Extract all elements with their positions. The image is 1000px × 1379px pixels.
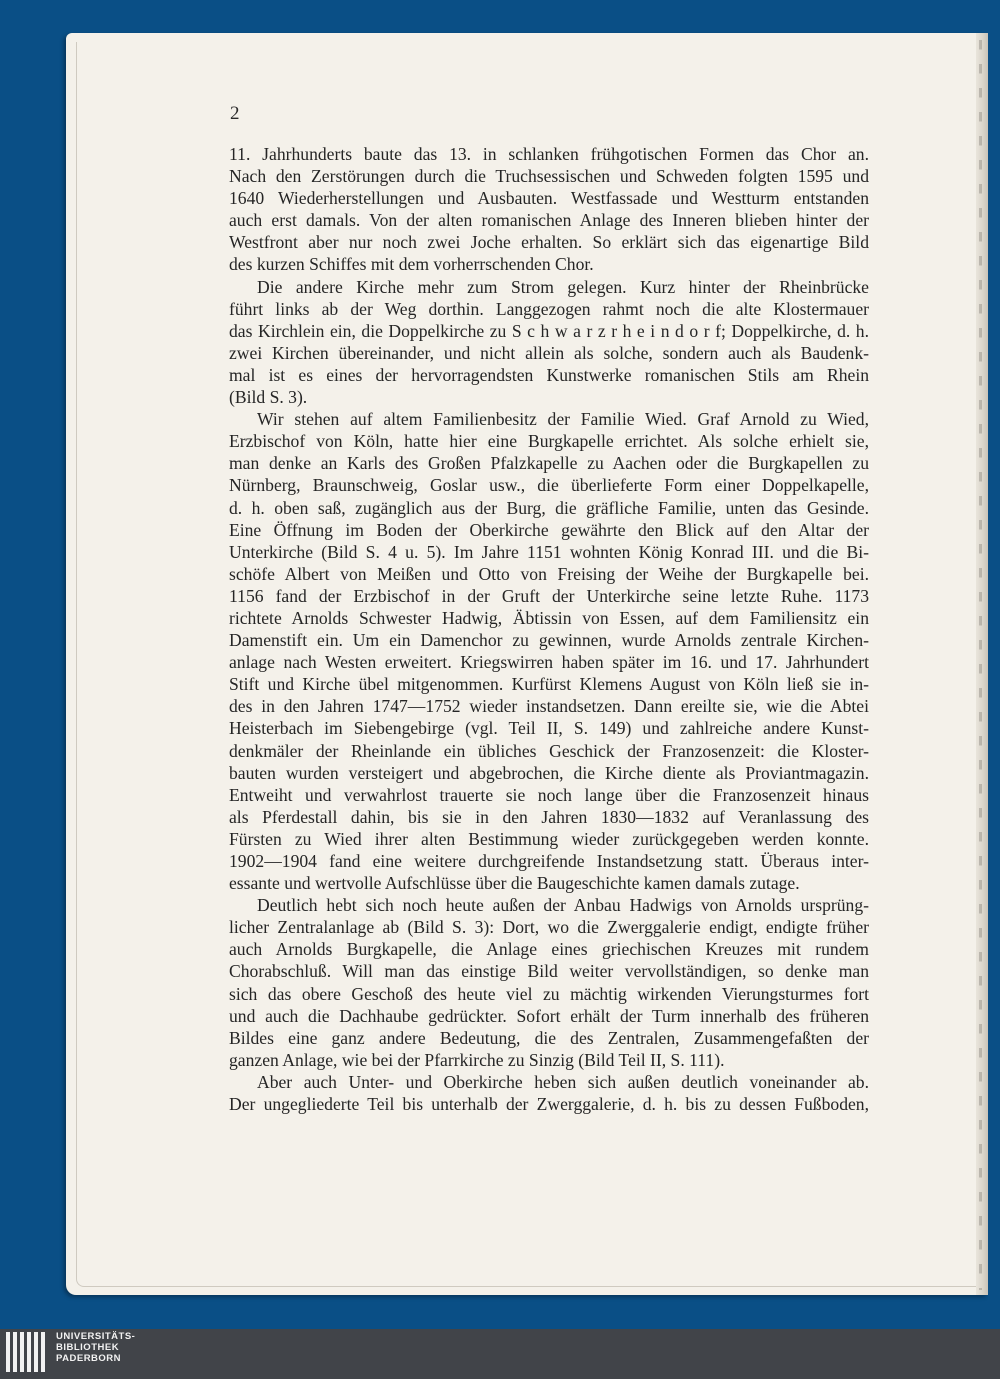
text-line: schöfe Albert von Meißen und Otto von Freising der Weihe der Burgkapelle bei. xyxy=(229,563,869,584)
text-line: Entweiht und verwahrlost trauerte sie noch lange über die Franzosenzeit hinaus xyxy=(229,784,869,805)
text-line: Westfront aber nur noch zwei Joche erhalten. So erklärt sich das eigenartige Bild xyxy=(229,232,869,253)
text-line: führt links ab der Weg dorthin. Langgezogen rahmt noch die alte Klostermauer xyxy=(229,298,869,319)
text-line: 1156 fand der Erzbischof in der Gruft der Unterkirche seine letzte Ruhe. 1173 xyxy=(229,585,869,606)
footer-bar xyxy=(0,1329,1000,1379)
logo-line-3: PADERBORN xyxy=(56,1353,122,1364)
text-line: d. h. oben saß, zugänglich aus der Burg, die gräfliche Familie, unten das Gesinde. xyxy=(229,497,869,518)
text-line: des in den Jahren 1747—1752 wieder instandsetzen. Dann ereilte sie, wie die Abtei xyxy=(229,696,869,717)
text-line: mal ist es eines der hervorragendsten Kunstwerke romanischen Stils am Rhein xyxy=(229,364,869,385)
text-line: 1902—1904 fand eine weitere durchgreifende Instandsetzung statt. Überaus inter- xyxy=(229,851,869,871)
text-line: auch Arnolds Burgkapelle, die Anlage eines griechischen Kreuzes mit rundem xyxy=(229,939,869,960)
text-line: ganzen Anlage, wie bei der Pfarrkirche zu Sinzig (Bild Teil II, S. 111). xyxy=(229,1049,725,1070)
text-line: Bildes eine ganz andere Bedeutung, die des Zentralen, Zusammengefaßten der xyxy=(229,1027,869,1048)
text-line: anlage nach Westen erweitert. Kriegswirren haben später im 16. und 17. Jahrhundert xyxy=(229,652,869,673)
text-line: man denke an Karls des Großen Pfalzkapelle zu Aachen oder die Burgkapellen zu xyxy=(229,453,869,474)
page-number: 2 xyxy=(230,103,240,124)
text-line: denkmäler der Rheinlande ein übliches Geschick der Franzosenzeit: die Kloster- xyxy=(229,740,869,761)
text-line: (Bild S. 3). xyxy=(229,387,308,408)
text-line: Der ungegliederte Teil bis unterhalb der Zwerggalerie, d. h. bis zu dessen Fußboden, xyxy=(229,1094,869,1115)
library-logo-icon xyxy=(6,1330,52,1374)
text-line: sich das obere Geschoß des heute viel zu mächtig wirkenden Vierungsturmes fort xyxy=(229,983,869,1004)
text-line: Nürnberg, Braunschweig, Goslar usw., die überlieferte Form einer Doppelkapelle, xyxy=(229,475,869,496)
text-line: Deutlich hebt sich noch heute außen der Anbau Hadwigs von Arnolds ursprüng- xyxy=(257,895,869,916)
text-line: Die andere Kirche mehr zum Strom gelegen. Kurz hinter der Rheinbrücke xyxy=(257,276,869,297)
text-line: 11. Jahrhunderts baute das 13. in schlanken frühgotischen Formen das Chor an. xyxy=(229,144,869,164)
logo-line-1: UNIVERSITÄTS- xyxy=(56,1331,136,1342)
text-line: Eine Öffnung im Boden der Oberkirche gewährte den Blick auf den Altar der xyxy=(229,519,869,540)
text-line: 1640 Wiederherstellungen und Ausbauten. Westfassade und Westturm entstanden xyxy=(229,188,869,209)
text-line: richtete Arnolds Schwester Hadwig, Äbtissin von Essen, auf dem Familiensitz ein xyxy=(229,607,869,628)
text-line: Damenstift ein. Um ein Damenchor zu gewinnen, wurde Arnolds zentrale Kirchen- xyxy=(229,630,869,651)
text-line: Wir stehen auf altem Familienbesitz der Familie Wied. Graf Arnold zu Wied, xyxy=(257,409,869,430)
text-line: Fürsten zu Wied ihrer alten Bestimmung wieder zurückgegeben werden konnte. xyxy=(229,828,869,849)
text-line: Erzbischof von Köln, hatte hier eine Burgkapelle errichtet. Als solche erhielt sie, xyxy=(229,431,869,452)
text-line: als Pferdestall dahin, bis sie in den Jahren 1830—1832 auf Veranlassung des xyxy=(229,806,869,827)
text-line: Chorabschluß. Will man das einstige Bild weiter vervollständigen, so denke man xyxy=(229,961,869,982)
binding-stitches xyxy=(979,40,982,1290)
body-text xyxy=(229,143,869,1115)
text-line: und auch die Dachhaube gedrückter. Sofort erhält der Turm innerhalb des früheren xyxy=(229,1005,869,1026)
text-line: Heisterbach im Siebengebirge (vgl. Teil II, S. 149) und zahlreiche andere Kunst- xyxy=(229,718,869,739)
text-line: bauten wurden versteigert und abgebrochen, die Kirche diente als Proviantmagazin. xyxy=(229,762,869,783)
text-line: Stift und Kirche übel mitgenommen. Kurfürst Klemens August von Köln ließ sie in- xyxy=(229,674,869,695)
text-line: zwei Kirchen übereinander, und nicht allein als solche, sondern auch als Baudenk- xyxy=(229,342,869,363)
text-line: des kurzen Schiffes mit dem vorherrschenden Chor. xyxy=(229,254,594,275)
text-line: auch erst damals. Von der alten romanischen Anlage des Inneren blieben hinter der xyxy=(229,210,869,231)
text-line: Aber auch Unter- und Oberkirche heben sich außen deutlich voneinander ab. xyxy=(257,1071,869,1092)
book-spine xyxy=(976,33,988,1295)
text-line: licher Zentralanlage ab (Bild S. 3): Dort, wo die Zwerggalerie endigt, endigte früher xyxy=(229,917,869,938)
library-logo-text xyxy=(56,1331,135,1364)
text-line: Unterkirche (Bild S. 4 u. 5). Im Jahre 1151 wohnten König Konrad III. und die Bi- xyxy=(229,541,869,562)
scan-background-right xyxy=(988,0,1000,1329)
logo-line-2: BIBLIOTHEK xyxy=(56,1342,120,1353)
text-line: Nach den Zerstörungen durch die Truchsessischen und Schweden folgten 1595 und xyxy=(229,166,869,187)
text-line: essante und wertvolle Aufschlüsse über die Baugeschichte kamen damals zutage. xyxy=(229,873,800,894)
text-line: das Kirchlein ein, die Doppelkirche zu S c h w a r z r h e i n d o r f; Doppelkirche, d. h. xyxy=(229,320,869,341)
